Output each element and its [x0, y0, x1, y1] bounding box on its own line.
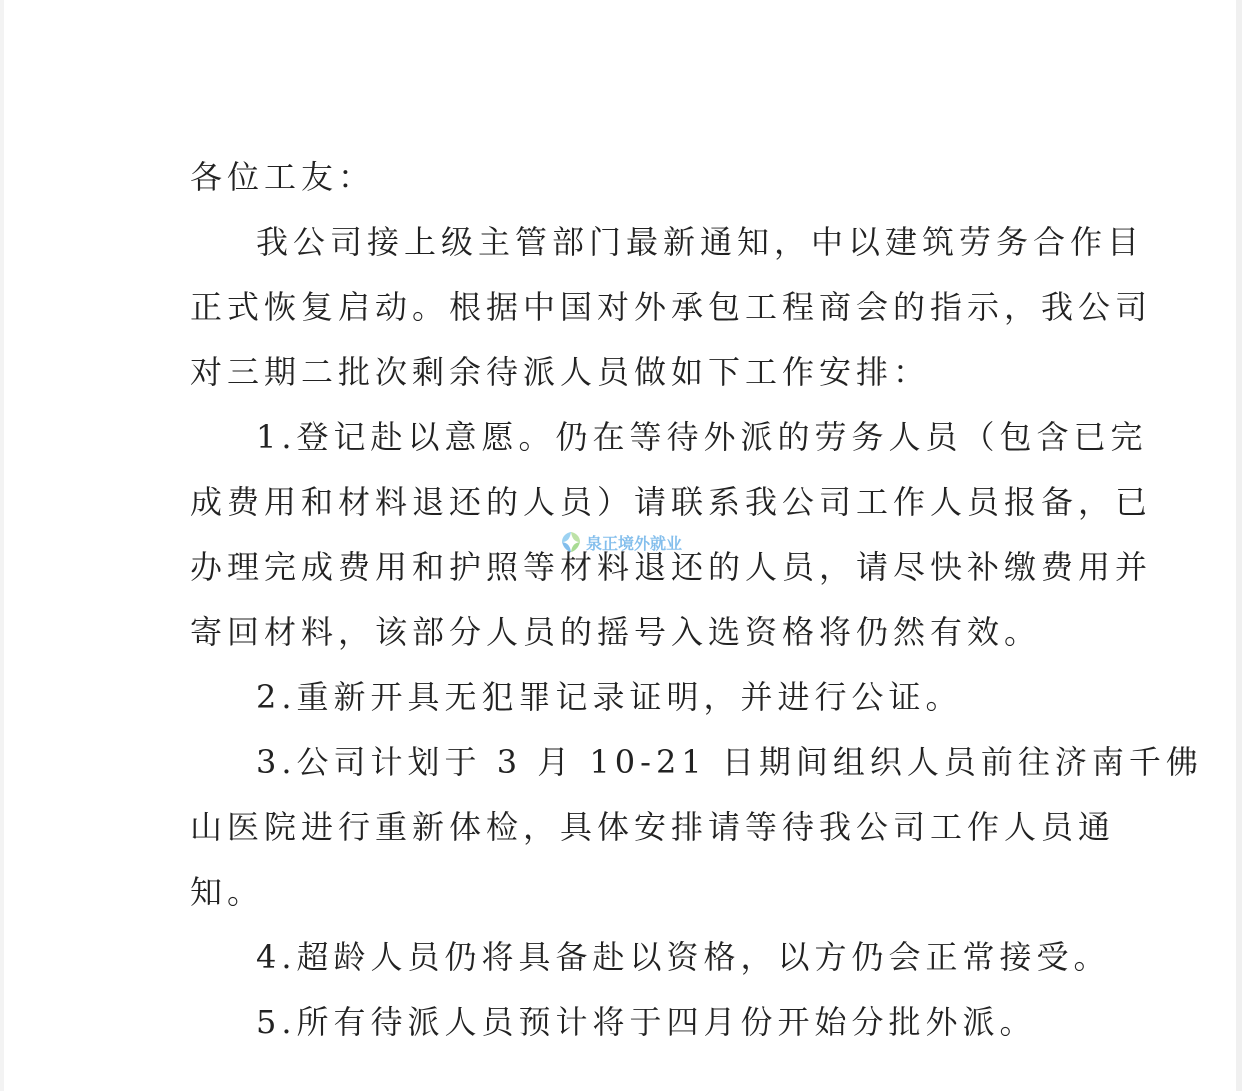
item-4-line: 4.超龄人员仍将具备赴以资格，以方仍会正常接受。 — [256, 938, 1111, 976]
item-5-line: 5.所有待派人员预计将于四月份开始分批外派。 — [256, 1003, 1037, 1041]
watermark — [558, 530, 682, 554]
watermark-text: 泉正境外就业 — [586, 533, 683, 553]
greeting: 各位工友： — [190, 158, 376, 196]
item-3-line: 3.公司计划于 3 月 10-21 日期间组织人员前往济南千佛 — [256, 743, 1203, 781]
document-body — [190, 145, 1203, 1055]
intro-line: 正式恢复启动。根据中国对外承包工程商会的指示，我公司 — [190, 288, 1153, 326]
item-1-line: 办理完成费用和护照等材料退还的人员，请尽快补缴费用并 — [190, 548, 1153, 586]
item-3-line: 山医院进行重新体检，具体安排请等待我公司工作人员通 — [190, 808, 1116, 846]
leaf-logo-icon — [558, 530, 584, 554]
item-1-line: 成费用和材料退还的人员）请联系我公司工作人员报备，已 — [190, 483, 1153, 521]
item-1-line: 1.登记赴以意愿。仍在等待外派的劳务人员（包含已完 — [256, 418, 1148, 456]
page-edge-left — [0, 0, 4, 1091]
item-1-line: 寄回材料，该部分人员的摇号入选资格将仍然有效。 — [190, 613, 1042, 651]
item-3-line: 知。 — [190, 873, 265, 911]
page-edge-right — [1236, 0, 1242, 1091]
item-2-line: 2.重新开具无犯罪记录证明，并进行公证。 — [256, 678, 963, 716]
intro-line: 我公司接上级主管部门最新通知，中以建筑劳务合作目 — [256, 223, 1145, 261]
intro-line: 对三期二批次剩余待派人员做如下工作安排： — [190, 353, 931, 391]
